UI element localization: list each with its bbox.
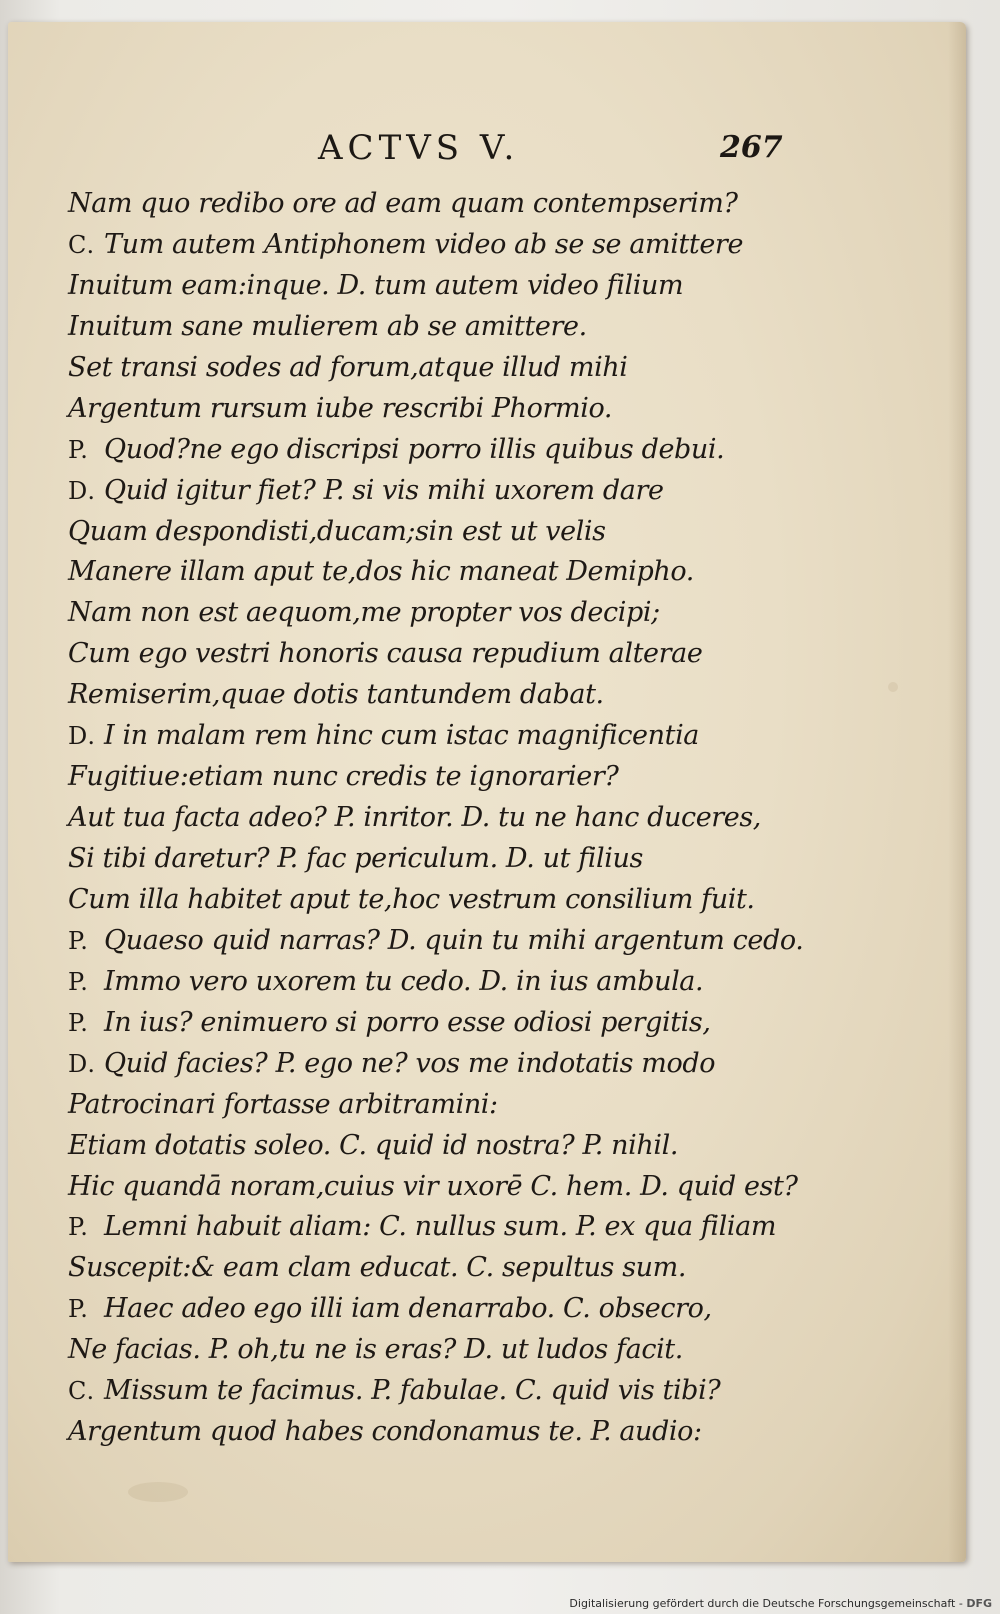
page-edge-shadow	[948, 22, 966, 1562]
verse-text: Remiserim,quae dotis tantundem dabat.	[68, 679, 604, 711]
verse-line	[68, 348, 828, 389]
verse-text: Aut tua facta adeo? P. inritor. D. tu ne hanc duceres,	[68, 802, 761, 834]
verse-text: Cum illa habitet aput te,hoc vestrum consilium fuit.	[68, 883, 755, 915]
verse-text: Quid facies? P. ego ne? vos me indotatis modo	[104, 1047, 716, 1079]
verse-text: Quid igitur fiet? P. si vis mihi uxorem dare	[104, 474, 664, 506]
speaker-label: D.	[68, 722, 97, 751]
running-head	[8, 110, 966, 170]
verse-line	[68, 962, 828, 1003]
verse-line	[68, 512, 828, 553]
verse-line	[68, 1207, 828, 1248]
verse-line	[68, 1289, 828, 1330]
verse-line	[68, 184, 828, 225]
verse-text: Patrocinari fortasse arbitramini:	[68, 1088, 498, 1120]
verse-line	[68, 1044, 828, 1085]
speaker-label: D.	[68, 1049, 97, 1078]
verse-line	[68, 1330, 828, 1371]
verse-line	[68, 1003, 828, 1044]
verse-text: Tum autem Antiphonem video ab se se amittere	[104, 228, 744, 260]
verse-text: In ius? enimuero si porro esse odiosi pergitis,	[104, 1006, 711, 1038]
verse-line	[68, 593, 828, 634]
verse-line	[68, 798, 828, 839]
speaker-label: C.	[68, 1377, 96, 1406]
verse-text: Nam non est aequom,me propter vos decipi;	[68, 597, 660, 629]
verse-text: Inuitum eam:inque. D. tum autem video filium	[68, 269, 684, 301]
verse-text: Lemni habuit aliam: C. nullus sum. P. ex qua filiam	[104, 1211, 777, 1243]
verse-line	[68, 1248, 828, 1289]
verse-line	[68, 880, 828, 921]
verse-text-block	[68, 184, 828, 1453]
speaker-label: P.	[68, 967, 89, 996]
verse-text: Missum te facimus. P. fabulae. C. quid vis tibi?	[104, 1375, 721, 1407]
paper-stain	[128, 1482, 188, 1502]
speaker-label: P.	[68, 435, 89, 464]
act-title: ACTVS V.	[318, 128, 520, 168]
verse-text: Suscepit:& eam clam educat. C. sepultus sum.	[68, 1252, 687, 1284]
footer-credit	[569, 1597, 992, 1610]
book-page	[8, 22, 966, 1562]
verse-line	[68, 1126, 828, 1167]
speaker-label: C.	[68, 230, 96, 259]
dfg-logo: DFG	[966, 1597, 992, 1610]
verse-line	[68, 1371, 828, 1412]
verse-text: Quam despondisti,ducam;sin est ut velis	[68, 515, 606, 547]
speaker-label: D.	[68, 476, 97, 505]
paper-stain	[888, 682, 898, 692]
verse-text: Argentum quod habes condonamus te. P. audio:	[68, 1416, 702, 1448]
verse-text: Set transi sodes ad forum,atque illud mihi	[68, 351, 628, 383]
verse-line	[68, 1167, 828, 1208]
verse-line	[68, 225, 828, 266]
verse-line	[68, 266, 828, 307]
page-number: 267	[720, 130, 783, 165]
verse-line	[68, 757, 828, 798]
verse-line	[68, 839, 828, 880]
verse-text: Immo vero uxorem tu cedo. D. in ius ambula.	[104, 965, 704, 997]
speaker-label: P.	[68, 926, 89, 955]
verse-text: Ne facias. P. oh,tu ne is eras? D. ut ludos facit.	[68, 1334, 683, 1366]
verse-line	[68, 430, 828, 471]
verse-line	[68, 675, 828, 716]
verse-text: Haec adeo ego illi iam denarrabo. C. obsecro,	[104, 1293, 712, 1325]
verse-line	[68, 389, 828, 430]
speaker-label: P.	[68, 1213, 89, 1242]
verse-text: Cum ego vestri honoris causa repudium alterae	[68, 638, 703, 670]
verse-line	[68, 1412, 828, 1453]
verse-text: Quaeso quid narras? D. quin tu mihi argentum cedo.	[104, 924, 804, 956]
verse-text: Nam quo redibo ore ad eam quam contempserim?	[68, 188, 738, 219]
verse-line	[68, 471, 828, 512]
verse-line	[68, 921, 828, 962]
verse-line	[68, 1085, 828, 1126]
speaker-label: P.	[68, 1295, 89, 1324]
verse-text: Etiam dotatis soleo. C. quid id nostra? P. nihil.	[68, 1129, 679, 1161]
verse-text: Si tibi daretur? P. fac periculum. D. ut filius	[68, 843, 643, 874]
verse-text: Inuitum sane mulierem ab se amittere.	[68, 310, 587, 342]
verse-text: Fugitiue:etiam nunc credis te ignorarier?	[68, 761, 619, 793]
verse-line	[68, 716, 828, 757]
verse-line	[68, 552, 828, 593]
verse-text: Hic quandā noram,cuius vir uxorē C. hem. D. quid est?	[68, 1170, 798, 1202]
verse-line	[68, 634, 828, 675]
verse-text: Argentum rursum iube rescribi Phormio.	[68, 392, 613, 424]
verse-text: I in malam rem hinc cum istac magnificentia	[104, 720, 700, 752]
verse-text: Manere illam aput te,dos hic maneat Demipho.	[68, 556, 694, 588]
verse-text: Quod?ne ego discripsi porro illis quibus debui.	[104, 433, 725, 465]
footer-text: Digitalisierung gefördert durch die Deutsche Forschungsgemeinschaft -	[569, 1597, 963, 1610]
speaker-label: P.	[68, 1008, 89, 1037]
verse-line	[68, 307, 828, 348]
